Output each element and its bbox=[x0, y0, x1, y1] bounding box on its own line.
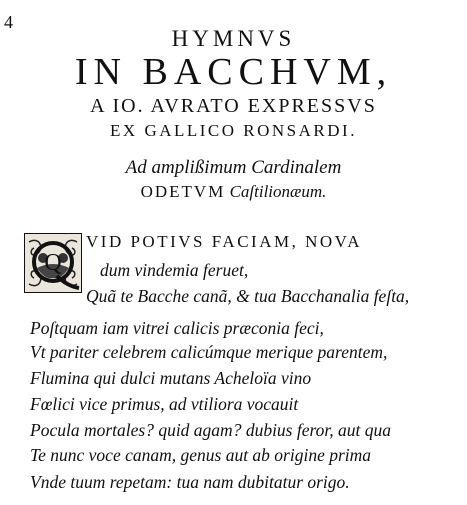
drop-cap-ornament bbox=[24, 233, 82, 293]
dedication-line-1: Ad amplißimum Cardinalem bbox=[125, 157, 342, 178]
title-line-1: HYMNVS bbox=[171, 26, 296, 51]
poem-line: Quã te Bacche canã, & tua Bacchanalia feſta, bbox=[86, 286, 410, 306]
poem-line: Te nunc voce canam, genus aut ab origine prima bbox=[30, 445, 372, 465]
dedication-name: ODETVM bbox=[140, 182, 226, 201]
poem-line: Poſtquam iam vitrei calicis præconia feci, bbox=[30, 318, 324, 338]
poem-first-line: VID POTIVS FACIAM, NOVA bbox=[86, 232, 363, 251]
poem-line: Fœlici vice primus, ad vtiliora vocauit bbox=[30, 394, 299, 414]
title-line-2: IN BACCHVM, bbox=[74, 51, 393, 93]
poem-line: dum vindemia feruet, bbox=[100, 260, 249, 280]
title-line-3: A IO. AVRATO EXPRESSVS bbox=[90, 95, 377, 117]
poem-line: Vnde tuum repetam: tua nam dubitatur origo. bbox=[30, 472, 350, 492]
poem-line: Flumina qui dulci mutans Acheloïa vino bbox=[30, 368, 312, 388]
dedication-surname: Caſtilionæum. bbox=[229, 182, 327, 201]
title-line-4: EX GALLICO RONSARDI. bbox=[110, 121, 357, 140]
poem-line: Pocula mortales? quid agam? dubius feror, aut qua bbox=[30, 420, 392, 440]
page-number: 4 bbox=[4, 12, 13, 32]
poem-line: Vt pariter celebrem calicúmque merique parentem, bbox=[30, 342, 388, 362]
dedication-line-2 bbox=[0, 182, 467, 202]
drop-cap-letter: Q bbox=[44, 250, 62, 276]
